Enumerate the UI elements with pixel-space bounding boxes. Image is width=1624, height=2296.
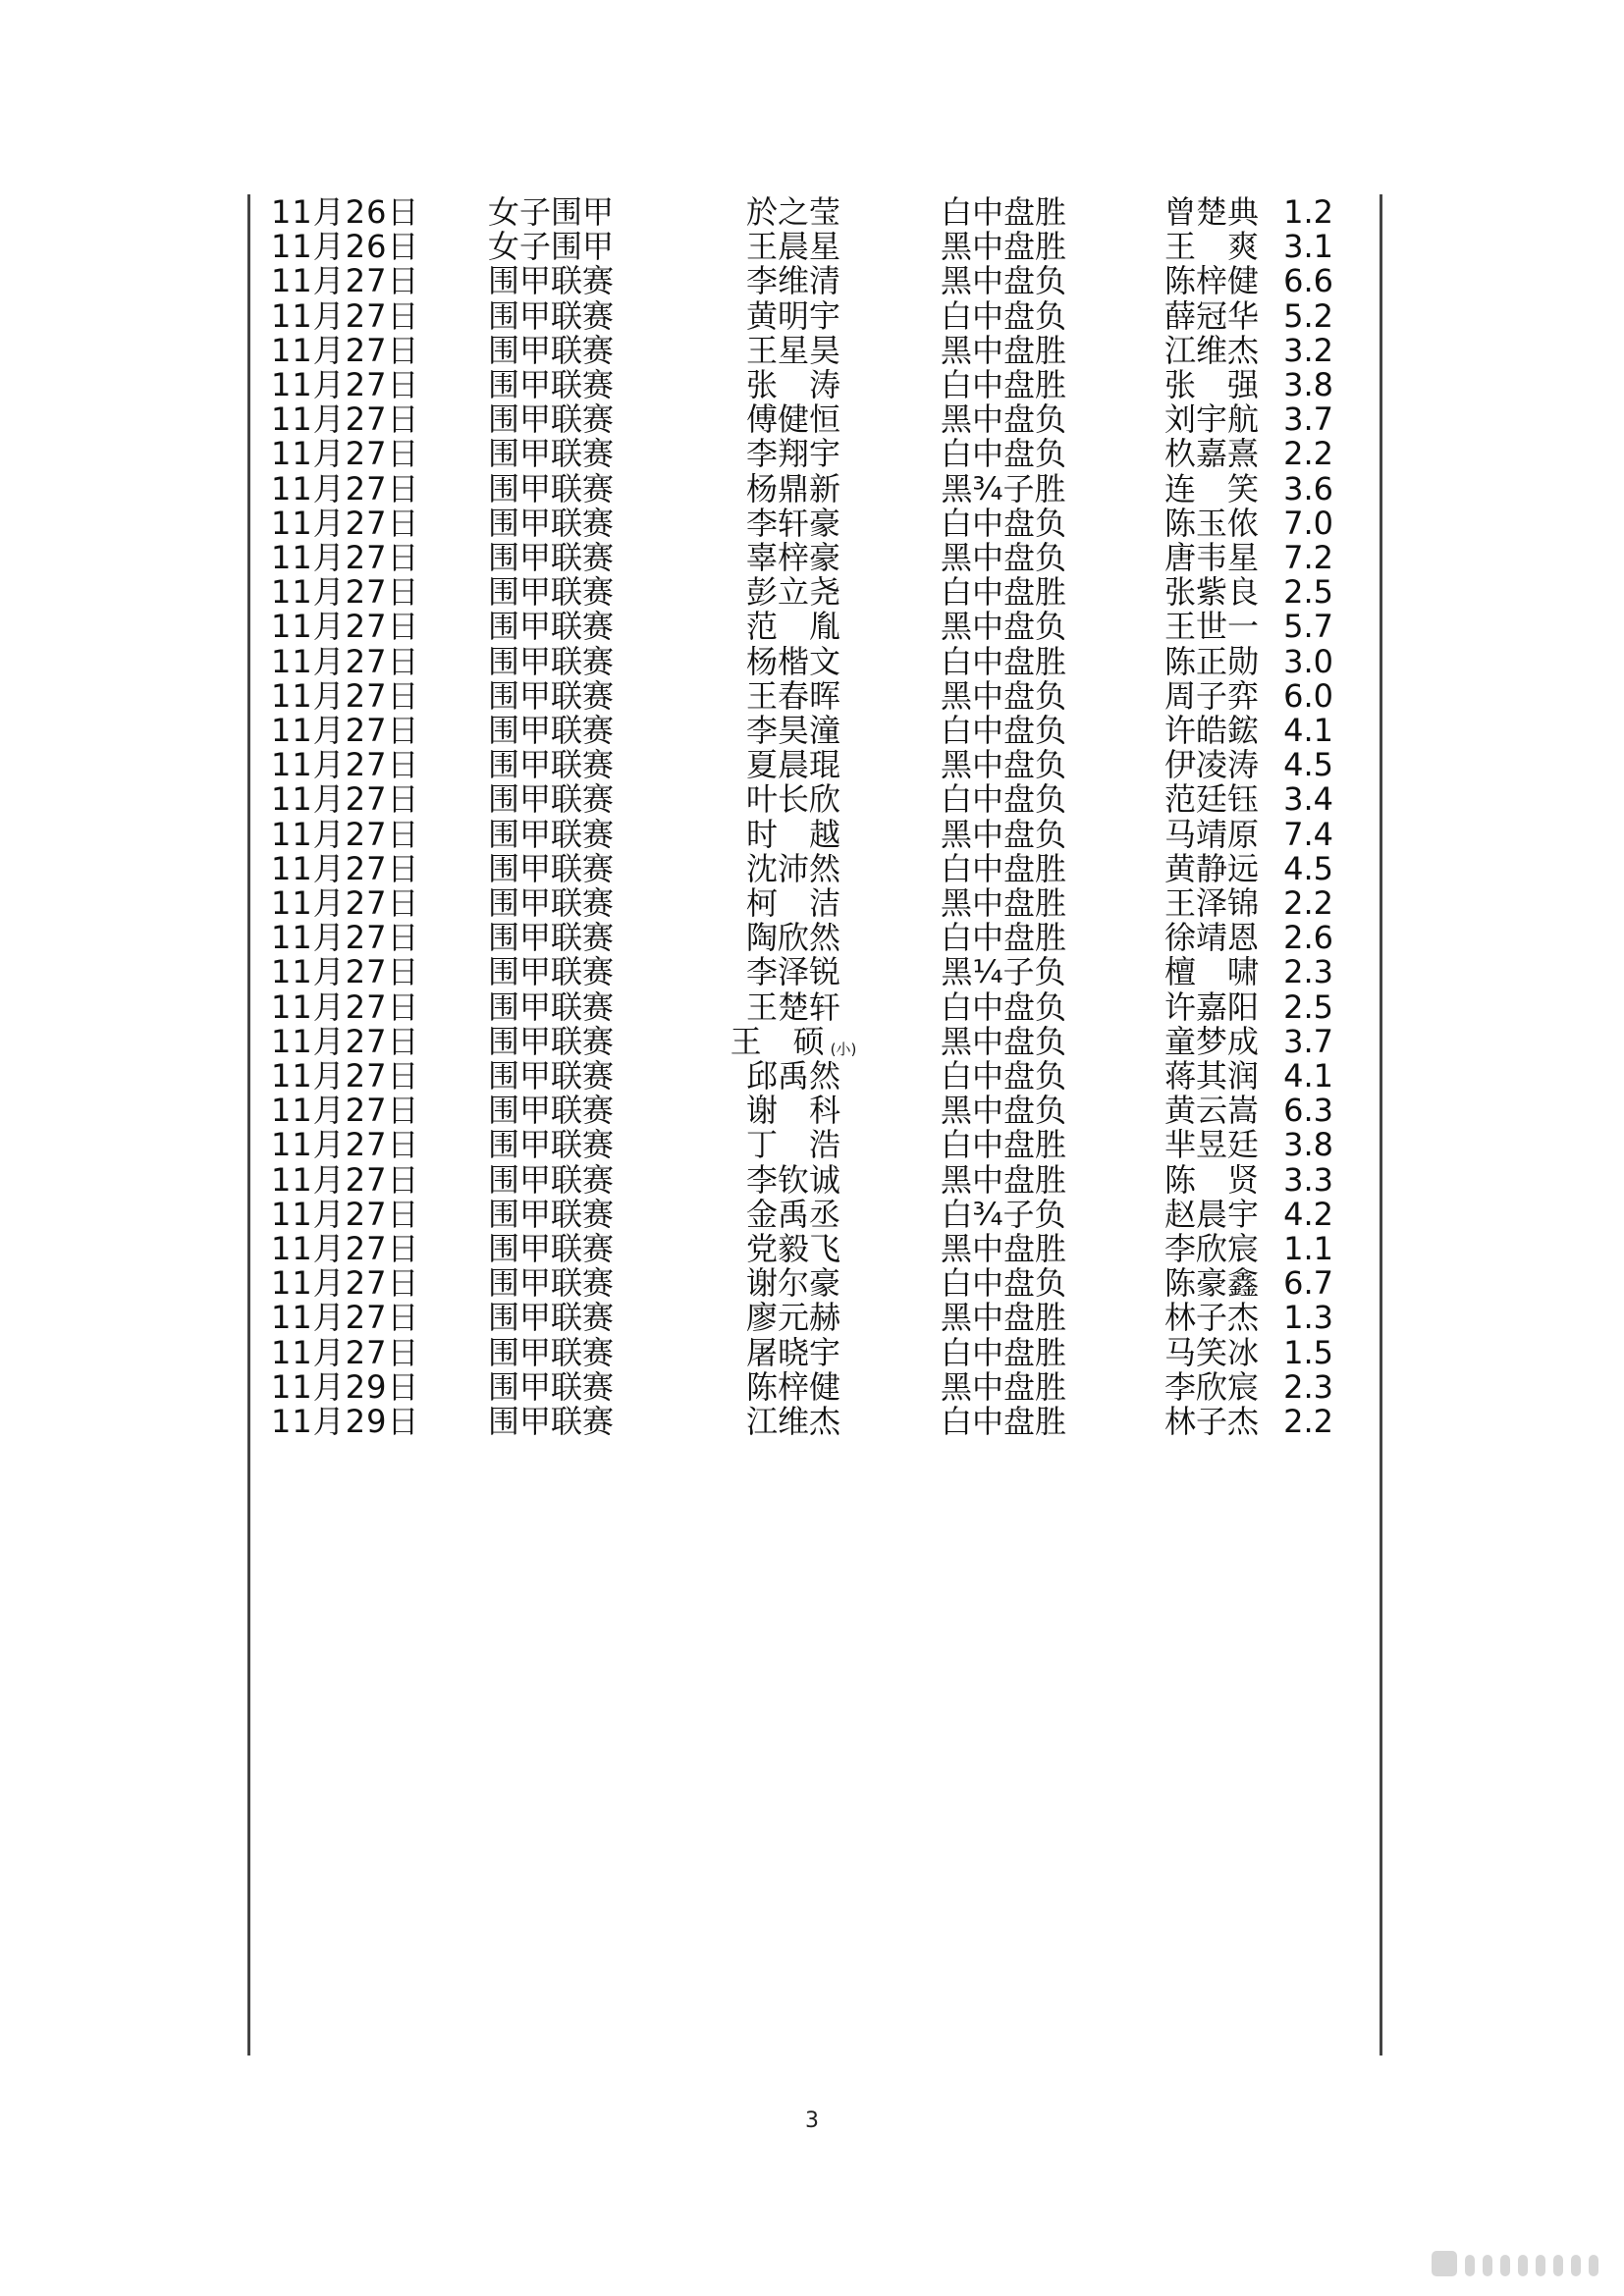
- score-cell: 4.5: [1283, 849, 1333, 887]
- result-cell: 黑中盘负: [940, 608, 1066, 646]
- white-player-cell: 江维杰: [1164, 331, 1259, 369]
- black-player-cell: 邱禹然: [745, 1057, 840, 1095]
- black-player-cell: 沈沛然: [745, 849, 840, 887]
- score-cell: 3.4: [1283, 780, 1333, 819]
- white-player-cell: 范廷钰: [1164, 780, 1259, 819]
- score-cell: 1.5: [1283, 1333, 1333, 1371]
- result-cell: 黑中盘负: [940, 676, 1066, 715]
- score-cell: 2.5: [1283, 573, 1333, 612]
- event-cell: 围甲联赛: [487, 953, 614, 991]
- white-player-cell: 童梦成: [1164, 1022, 1259, 1060]
- watermark-mark: [1465, 2255, 1475, 2276]
- event-cell: 围甲联赛: [487, 1160, 614, 1199]
- black-player-cell: 王 硕 (小): [730, 1022, 857, 1060]
- score-cell: 3.3: [1283, 1160, 1333, 1199]
- score-cell: 6.6: [1283, 262, 1333, 300]
- event-cell: 围甲联赛: [487, 919, 614, 957]
- date-cell: 11月27日: [271, 469, 420, 507]
- event-cell: 围甲联赛: [487, 539, 614, 576]
- score-cell: 1.2: [1283, 193, 1333, 231]
- white-player-cell: 陈玉侬: [1164, 504, 1259, 542]
- black-player-cell: 杨楷文: [745, 642, 840, 680]
- white-player-cell: 许嘉阳: [1164, 988, 1259, 1026]
- event-cell: 围甲联赛: [487, 331, 614, 369]
- date-cell: 11月27日: [271, 1230, 420, 1267]
- black-player-cell: 夏晨琨: [745, 746, 840, 784]
- result-cell: 白中盘负: [940, 296, 1066, 335]
- black-player-cell: 李维清: [745, 262, 840, 300]
- event-cell: 围甲联赛: [487, 1264, 614, 1303]
- watermark-mark: [1483, 2255, 1492, 2276]
- black-player-cell: 范 胤: [745, 608, 840, 646]
- white-player-cell: 张紫良: [1164, 573, 1259, 612]
- black-player-cell: 彭立尧: [745, 573, 840, 612]
- score-cell: 4.1: [1283, 1057, 1333, 1095]
- score-cell: 4.1: [1283, 712, 1333, 749]
- score-cell: 3.0: [1283, 642, 1333, 680]
- event-cell: 围甲联赛: [487, 815, 614, 853]
- watermark-mark: [1589, 2255, 1598, 2276]
- white-player-cell: 黄云嵩: [1164, 1092, 1259, 1130]
- watermark-mark: [1536, 2255, 1545, 2276]
- event-cell: 围甲联赛: [487, 435, 614, 473]
- date-cell: 11月27日: [271, 1195, 420, 1233]
- event-cell: 围甲联赛: [487, 366, 614, 403]
- date-cell: 11月27日: [271, 1022, 420, 1060]
- result-cell: 黑中盘胜: [940, 1299, 1066, 1337]
- white-player-cell: 马靖原: [1164, 815, 1259, 853]
- white-player-cell: 张 强: [1164, 366, 1259, 403]
- event-cell: 围甲联赛: [487, 712, 614, 749]
- result-cell: 黑中盘负: [940, 746, 1066, 784]
- black-player-cell: 杨鼎新: [745, 469, 840, 507]
- result-cell: 黑中盘胜: [940, 331, 1066, 369]
- date-cell: 11月27日: [271, 676, 420, 715]
- result-cell: 白中盘胜: [940, 1403, 1066, 1440]
- black-player-cell: 王晨星: [745, 228, 840, 266]
- result-cell: 白中盘负: [940, 1264, 1066, 1303]
- white-player-cell: 刘宇航: [1164, 400, 1259, 439]
- result-cell: 白中盘胜: [940, 1333, 1066, 1371]
- result-cell: 黑¼子负: [941, 953, 1066, 991]
- date-cell: 11月27日: [271, 780, 420, 819]
- black-player-cell: 於之莹: [745, 193, 840, 231]
- black-player-cell: 王春晖: [745, 676, 840, 715]
- black-player-cell: 江维杰: [745, 1403, 840, 1440]
- date-cell: 11月27日: [271, 573, 420, 612]
- score-cell: 3.8: [1283, 366, 1333, 403]
- black-player-cell: 谢 科: [745, 1092, 840, 1130]
- event-cell: 围甲联赛: [487, 1333, 614, 1371]
- black-player-cell: 金禹丞: [745, 1195, 840, 1233]
- date-cell: 11月27日: [271, 608, 420, 646]
- event-cell: 围甲联赛: [487, 469, 614, 507]
- white-player-cell: 蒋其润: [1164, 1057, 1259, 1095]
- black-player-cell: 陶欣然: [745, 919, 840, 957]
- date-cell: 11月29日: [271, 1403, 420, 1440]
- white-player-cell: 芈昱廷: [1164, 1126, 1259, 1164]
- result-cell: 白中盘胜: [940, 919, 1066, 957]
- white-player-cell: 徐靖恩: [1164, 919, 1259, 957]
- white-player-cell: 杦嘉熹: [1164, 435, 1259, 473]
- event-cell: 围甲联赛: [487, 608, 614, 646]
- white-player-cell: 王泽锦: [1164, 884, 1259, 922]
- date-cell: 11月27日: [271, 1264, 420, 1303]
- date-cell: 11月27日: [271, 1333, 420, 1371]
- date-cell: 11月27日: [271, 539, 420, 576]
- black-player-cell: 叶长欣: [745, 780, 840, 819]
- black-player-cell: 党毅飞: [745, 1230, 840, 1267]
- date-cell: 11月27日: [271, 1126, 420, 1164]
- black-player-cell: 李轩豪: [745, 504, 840, 542]
- black-player-cell: 傅健恒: [745, 400, 840, 439]
- white-player-cell: 许皓鋐: [1164, 712, 1259, 749]
- white-player-cell: 檀 啸: [1164, 953, 1259, 991]
- date-cell: 11月27日: [271, 884, 420, 922]
- black-player-cell: 谢尔豪: [745, 1264, 840, 1303]
- score-cell: 3.6: [1283, 469, 1333, 507]
- score-cell: 5.2: [1283, 296, 1333, 335]
- event-cell: 围甲联赛: [487, 1299, 614, 1337]
- result-cell: 黑中盘胜: [940, 1230, 1066, 1267]
- white-player-cell: 林子杰: [1164, 1299, 1259, 1337]
- date-cell: 11月27日: [271, 1057, 420, 1095]
- result-cell: 黑中盘负: [940, 539, 1066, 576]
- date-cell: 11月27日: [271, 366, 420, 403]
- white-player-cell: 王 爽: [1164, 228, 1259, 266]
- white-player-cell: 陈正勋: [1164, 642, 1259, 680]
- black-player-cell: 廖元赫: [745, 1299, 840, 1337]
- score-cell: 1.3: [1283, 1299, 1333, 1337]
- white-player-cell: 李欣宸: [1164, 1230, 1259, 1267]
- event-cell: 女子围甲: [487, 193, 614, 231]
- score-cell: 2.3: [1283, 953, 1333, 991]
- event-cell: 围甲联赛: [487, 1126, 614, 1164]
- event-cell: 围甲联赛: [487, 1367, 614, 1406]
- result-cell: 黑中盘负: [940, 1022, 1066, 1060]
- date-cell: 11月27日: [271, 849, 420, 887]
- date-cell: 11月27日: [271, 435, 420, 473]
- event-cell: 女子围甲: [487, 228, 614, 266]
- score-cell: 7.0: [1283, 504, 1333, 542]
- date-cell: 11月27日: [271, 400, 420, 439]
- result-cell: 白中盘负: [940, 1057, 1066, 1095]
- black-player-cell: 李翔宇: [745, 435, 840, 473]
- event-cell: 围甲联赛: [487, 1057, 614, 1095]
- score-cell: 2.5: [1283, 988, 1333, 1026]
- white-player-cell: 赵晨宇: [1164, 1195, 1259, 1233]
- date-cell: 11月27日: [271, 1160, 420, 1199]
- event-cell: 围甲联赛: [487, 642, 614, 680]
- score-cell: 2.2: [1283, 1403, 1333, 1440]
- white-player-cell: 王世一: [1164, 608, 1259, 646]
- black-player-cell: 王楚轩: [745, 988, 840, 1026]
- event-cell: 围甲联赛: [487, 504, 614, 542]
- result-cell: 黑中盘负: [940, 262, 1066, 300]
- event-cell: 围甲联赛: [487, 849, 614, 887]
- score-cell: 3.7: [1283, 400, 1333, 439]
- event-cell: 围甲联赛: [487, 1195, 614, 1233]
- black-player-cell: 时 越: [745, 815, 840, 853]
- result-cell: 白中盘胜: [940, 366, 1066, 403]
- score-cell: 5.7: [1283, 608, 1333, 646]
- white-player-cell: 陈 贤: [1164, 1160, 1259, 1199]
- date-cell: 11月27日: [271, 919, 420, 957]
- result-cell: 白中盘负: [940, 435, 1066, 473]
- result-cell: 黑中盘负: [940, 1092, 1066, 1130]
- result-cell: 黑中盘胜: [940, 1160, 1066, 1199]
- score-cell: 4.5: [1283, 746, 1333, 784]
- result-cell: 黑¾子胜: [941, 469, 1066, 507]
- score-cell: 2.2: [1283, 435, 1333, 473]
- event-cell: 围甲联赛: [487, 1022, 614, 1060]
- watermark-mark: [1500, 2255, 1510, 2276]
- black-player-cell: 陈梓健: [745, 1367, 840, 1406]
- white-player-cell: 林子杰: [1164, 1403, 1259, 1440]
- score-cell: 2.3: [1283, 1367, 1333, 1406]
- result-cell: 黑中盘胜: [940, 1367, 1066, 1406]
- date-cell: 11月26日: [271, 228, 420, 266]
- player-note: (小): [830, 1040, 857, 1058]
- event-cell: 围甲联赛: [487, 573, 614, 612]
- event-cell: 围甲联赛: [487, 1230, 614, 1267]
- date-cell: 11月27日: [271, 1092, 420, 1130]
- white-player-cell: 曾楚典: [1164, 193, 1259, 231]
- score-cell: 3.2: [1283, 331, 1333, 369]
- white-player-cell: 李欣宸: [1164, 1367, 1259, 1406]
- black-player-cell: 张 涛: [745, 366, 840, 403]
- black-player-cell: 李钦诚: [745, 1160, 840, 1199]
- result-cell: 白中盘胜: [940, 1126, 1066, 1164]
- page-number: 3: [805, 2109, 819, 2133]
- result-cell: 白中盘负: [940, 780, 1066, 819]
- black-player-cell: 王星昊: [745, 331, 840, 369]
- date-cell: 11月27日: [271, 746, 420, 784]
- watermark-mark: [1571, 2255, 1581, 2276]
- white-player-cell: 周子弈: [1164, 676, 1259, 715]
- white-player-cell: 陈梓健: [1164, 262, 1259, 300]
- white-player-cell: 陈豪鑫: [1164, 1264, 1259, 1303]
- date-cell: 11月27日: [271, 712, 420, 749]
- table-row: [247, 1396, 1382, 1447]
- black-player-cell: 丁 浩: [745, 1126, 840, 1164]
- black-player-cell: 屠晓宇: [745, 1333, 840, 1371]
- event-cell: 围甲联赛: [487, 884, 614, 922]
- event-cell: 围甲联赛: [487, 400, 614, 439]
- result-cell: 黑中盘负: [940, 815, 1066, 853]
- watermark-mark: [1518, 2255, 1528, 2276]
- black-player-cell: 李泽锐: [745, 953, 840, 991]
- date-cell: 11月27日: [271, 1299, 420, 1337]
- result-cell: 白中盘负: [940, 988, 1066, 1026]
- black-player-cell: 李昊潼: [745, 712, 840, 749]
- event-cell: 围甲联赛: [487, 988, 614, 1026]
- event-cell: 围甲联赛: [487, 746, 614, 784]
- result-cell: 白中盘负: [940, 712, 1066, 749]
- date-cell: 11月27日: [271, 331, 420, 369]
- score-cell: 6.0: [1283, 676, 1333, 715]
- white-player-cell: 伊凌涛: [1164, 746, 1259, 784]
- date-cell: 11月26日: [271, 193, 420, 231]
- date-cell: 11月27日: [271, 815, 420, 853]
- result-cell: 白中盘胜: [940, 193, 1066, 231]
- white-player-cell: 马笑冰: [1164, 1333, 1259, 1371]
- white-player-cell: 黄静远: [1164, 849, 1259, 887]
- result-cell: 黑中盘胜: [940, 228, 1066, 266]
- date-cell: 11月27日: [271, 262, 420, 300]
- date-cell: 11月29日: [271, 1367, 420, 1406]
- white-player-cell: 连 笑: [1164, 469, 1259, 507]
- date-cell: 11月27日: [271, 953, 420, 991]
- score-cell: 2.6: [1283, 919, 1333, 957]
- event-cell: 围甲联赛: [487, 1092, 614, 1130]
- score-cell: 4.2: [1283, 1195, 1333, 1233]
- event-cell: 围甲联赛: [487, 296, 614, 335]
- score-cell: 3.1: [1283, 228, 1333, 266]
- result-cell: 白中盘胜: [940, 849, 1066, 887]
- result-cell: 黑中盘负: [940, 400, 1066, 439]
- black-player-cell: 辜梓豪: [745, 539, 840, 576]
- black-player-cell: 柯 洁: [745, 884, 840, 922]
- score-cell: 7.2: [1283, 539, 1333, 576]
- watermark-mark: [1432, 2251, 1457, 2276]
- score-cell: 3.7: [1283, 1022, 1333, 1060]
- watermark-logo: [1424, 2251, 1598, 2276]
- date-cell: 11月27日: [271, 296, 420, 335]
- date-cell: 11月27日: [271, 642, 420, 680]
- score-cell: 1.1: [1283, 1230, 1333, 1267]
- date-cell: 11月27日: [271, 504, 420, 542]
- result-cell: 白中盘胜: [940, 642, 1066, 680]
- watermark-mark: [1553, 2255, 1563, 2276]
- score-cell: 3.8: [1283, 1126, 1333, 1164]
- black-player-cell: 黄明宇: [745, 296, 840, 335]
- result-cell: 白中盘负: [940, 504, 1066, 542]
- event-cell: 围甲联赛: [487, 262, 614, 300]
- score-cell: 6.3: [1283, 1092, 1333, 1130]
- event-cell: 围甲联赛: [487, 780, 614, 819]
- event-cell: 围甲联赛: [487, 1403, 614, 1440]
- date-cell: 11月27日: [271, 988, 420, 1026]
- result-cell: 黑中盘胜: [940, 884, 1066, 922]
- event-cell: 围甲联赛: [487, 676, 614, 715]
- white-player-cell: 薛冠华: [1164, 296, 1259, 335]
- result-cell: 白中盘胜: [940, 573, 1066, 612]
- score-cell: 2.2: [1283, 884, 1333, 922]
- result-cell: 白¾子负: [941, 1195, 1066, 1233]
- score-cell: 6.7: [1283, 1264, 1333, 1303]
- score-cell: 7.4: [1283, 815, 1333, 853]
- white-player-cell: 唐韦星: [1164, 539, 1259, 576]
